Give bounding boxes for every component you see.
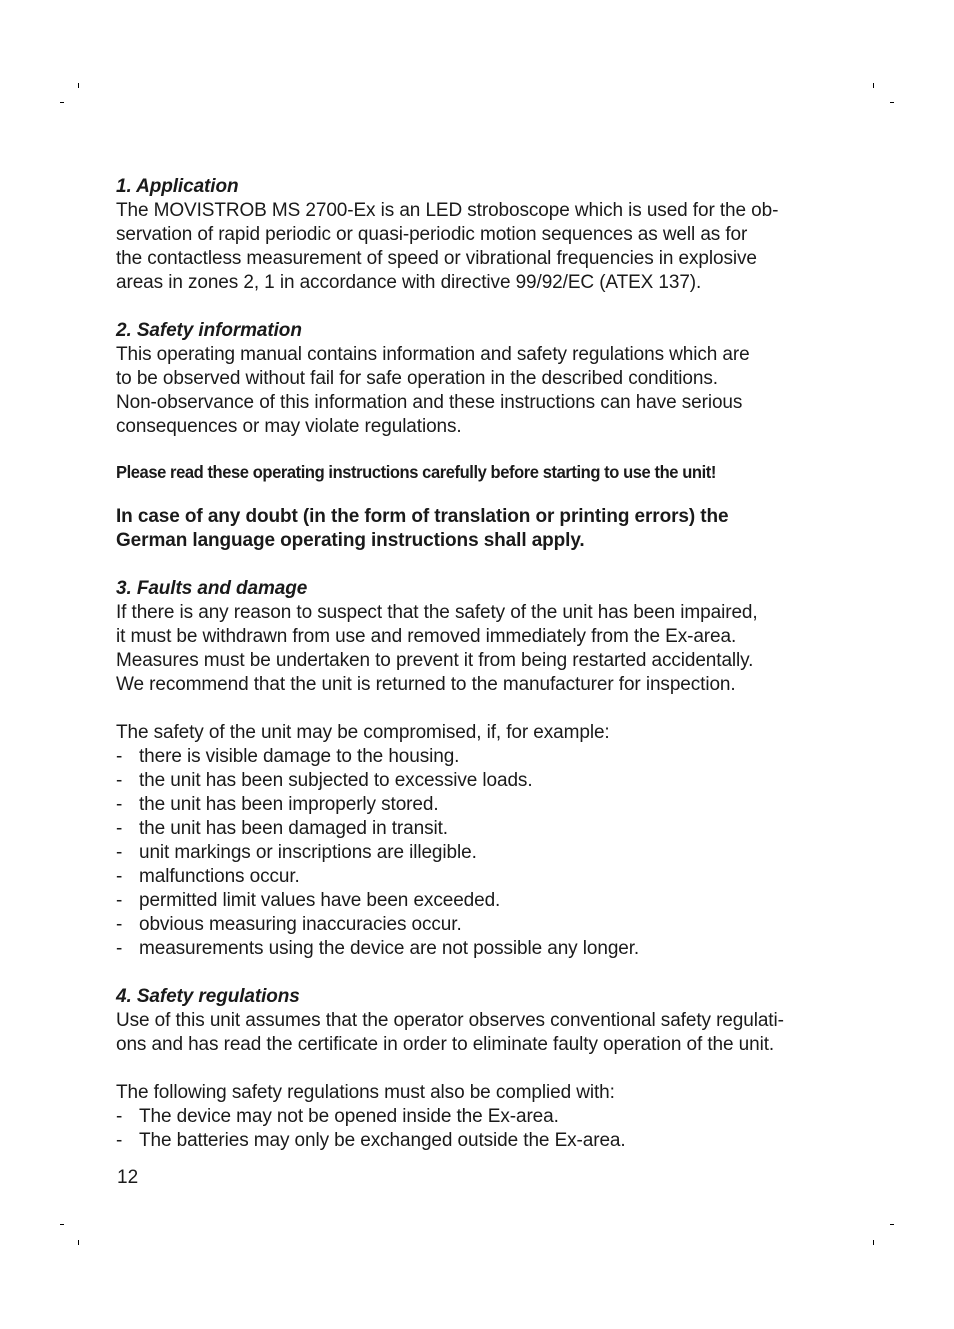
- paragraph-line: The MOVISTROB MS 2700-Ex is an LED stroboscope which is used for the ob-: [116, 200, 779, 221]
- list-item: - measurements using the device are not possible any longer.: [116, 937, 836, 961]
- section-heading-safety-information: 2. Safety information: [116, 320, 302, 341]
- paragraph-line: Use of this unit assumes that the operator observes conventional safety regulati-: [116, 1010, 784, 1031]
- crop-mark: [890, 102, 894, 103]
- doubt-notice-line: German language operating instructions shall apply.: [116, 530, 585, 551]
- crop-mark: [78, 83, 79, 88]
- paragraph-line: We recommend that the unit is returned to the manufacturer for inspection.: [116, 674, 736, 695]
- paragraph-line: areas in zones 2, 1 in accordance with directive 99/92/EC (ATEX 137).: [116, 272, 702, 293]
- list-item: - unit markings or inscriptions are illegible.: [116, 841, 836, 865]
- faults-intro: The safety of the unit may be compromised, if, for example:: [116, 722, 610, 743]
- paragraph-line: to be observed without fail for safe operation in the described conditions.: [116, 368, 718, 389]
- list-item: - malfunctions occur.: [116, 865, 836, 889]
- paragraph-line: ons and has read the certificate in order to eliminate faulty operation of the unit.: [116, 1034, 775, 1055]
- list-item: - the unit has been improperly stored.: [116, 793, 836, 817]
- page-content: [116, 175, 836, 1153]
- paragraph-line: This operating manual contains information and safety regulations which are: [116, 344, 750, 365]
- list-item: - The device may not be opened inside the Ex-area.: [116, 1105, 836, 1129]
- list-item: - permitted limit values have been exceeded.: [116, 889, 836, 913]
- faults-list: [116, 745, 836, 961]
- list-item: - The batteries may only be exchanged outside the Ex-area.: [116, 1129, 836, 1153]
- paragraph-line: the contactless measurement of speed or vibrational frequencies in explosive: [116, 248, 757, 269]
- crop-mark: [873, 1240, 874, 1245]
- list-item: - the unit has been subjected to excessive loads.: [116, 769, 836, 793]
- paragraph-line: consequences or may violate regulations.: [116, 416, 462, 437]
- crop-mark: [873, 83, 874, 88]
- list-item: - there is visible damage to the housing.: [116, 745, 836, 769]
- section-heading-application: 1. Application: [116, 176, 239, 197]
- crop-mark: [890, 1224, 894, 1225]
- section-heading-regulations: 4. Safety regulations: [116, 986, 300, 1007]
- paragraph-line: servation of rapid periodic or quasi-periodic motion sequences as well as for: [116, 224, 748, 245]
- crop-mark: [60, 1224, 64, 1225]
- paragraph-line: If there is any reason to suspect that the safety of the unit has been impaired,: [116, 602, 758, 623]
- crop-mark: [78, 1240, 79, 1245]
- section-heading-faults: 3. Faults and damage: [116, 578, 308, 599]
- list-item: - the unit has been damaged in transit.: [116, 817, 836, 841]
- regulations-intro: The following safety regulations must also be complied with:: [116, 1082, 615, 1103]
- paragraph-line: Measures must be undertaken to prevent it from being restarted accidentally.: [116, 650, 754, 671]
- regulations-list: [116, 1105, 836, 1153]
- paragraph-line: it must be withdrawn from use and removed immediately from the Ex-area.: [116, 626, 737, 647]
- list-item: - obvious measuring inaccuracies occur.: [116, 913, 836, 937]
- page-number: 12: [117, 1167, 139, 1188]
- paragraph-line: Non-observance of this information and these instructions can have serious: [116, 392, 743, 413]
- doubt-notice-line: In case of any doubt (in the form of translation or printing errors) the: [116, 506, 729, 527]
- crop-mark: [60, 102, 64, 103]
- read-instructions-notice: Please read these operating instructions carefully before starting to use the unit!: [116, 462, 716, 482]
